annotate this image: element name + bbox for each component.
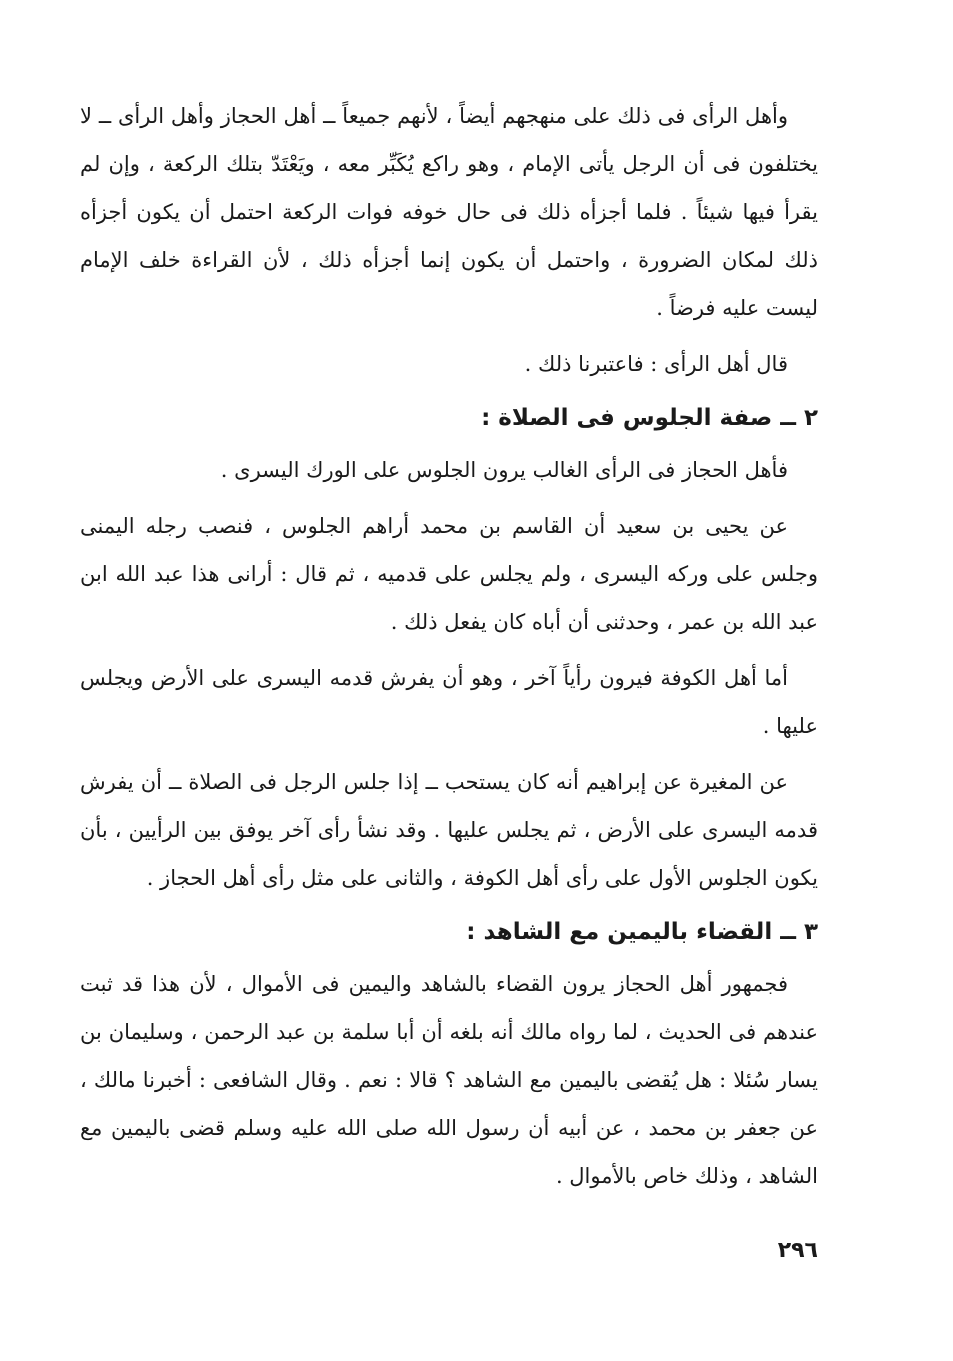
page-number: ٢٩٦ [777, 1238, 818, 1263]
section2-paragraph-3: أما أهل الكوفة فيرون رأياً آخر ، وهو أن يفرش قدمه اليسرى على الأرض ويجلس عليها . [80, 666, 818, 738]
section-heading-2: ٢ ــ صفة الجلوس فى الصلاة : [481, 405, 818, 431]
paragraph-intro-1: وأهل الرأى فى ذلك على منهجهم أيضاً ، لأنهم جميعاً ــ أهل الحجاز وأهل الرأى ــ لا يختلفون فى أن الرجل يأتى الإمام ، وهو راكع يُكَبِّر معه ، ويَعْتَدّ بتلك الركعة ، وإن لم يقرأ فيها شيئاً . فلما أجزأه ذلك فى حال خوفه فوات الركعة احتمل أن يكون أجزأه ذلك لمكان الضرورة ، واحتمل أن يكون إنما أجزأه ذلك ، لأن القراءة خلف الإمام ليست عليه فرضاً . [80, 104, 818, 320]
section3-paragraph-1: فجمهور أهل الحجاز يرون القضاء بالشاهد واليمين فى الأموال ، لأن هذا قد ثبت عندهم فى الحديث ، لما رواه مالك أنه بلغه أن أبا سلمة بن عبد الرحمن ، وسليمان بن يسار سُئلا : هل يُقضى باليمين مع الشاهد ؟ قالا : نعم . وقال الشافعى : أخبرنا مالك ، عن جعفر بن محمد ، عن أبيه أن رسول الله صلى الله عليه وسلم قضى باليمين مع الشاهد ، وذلك خاص بالأموال . [80, 972, 818, 1188]
section2-paragraph-1: فأهل الحجاز فى الرأى الغالب يرون الجلوس على الورك اليسرى . [220, 458, 788, 482]
section2-paragraph-2: عن يحيى بن سعيد أن القاسم بن محمد أراهم الجلوس ، فنصب رجله اليمنى وجلس على وركه اليسرى ، ولم يجلس على قدميه ، ثم قال : أرانى هذا عبد الله ابن عبد الله بن عمر ، وحدثنى أن أباه كان يفعل ذلك . [80, 514, 818, 634]
section-heading-3: ٣ ــ القضاء باليمين مع الشاهد : [466, 919, 818, 945]
page-body [80, 92, 818, 1200]
paragraph-intro-2: قال أهل الرأى : فاعتبرنا ذلك . [524, 352, 788, 376]
section2-paragraph-4: عن المغيرة عن إبراهيم أنه كان يستحب ــ إذا جلس الرجل فى الصلاة ــ أن يفرش قدمه اليسرى على الأرض ، ثم يجلس عليها . وقد نشأ رأى آخر يوفق بين الرأيين ، بأن يكون الجلوس الأول على رأى أهل الكوفة ، والثانى على مثل رأى أهل الحجاز . [80, 770, 818, 890]
